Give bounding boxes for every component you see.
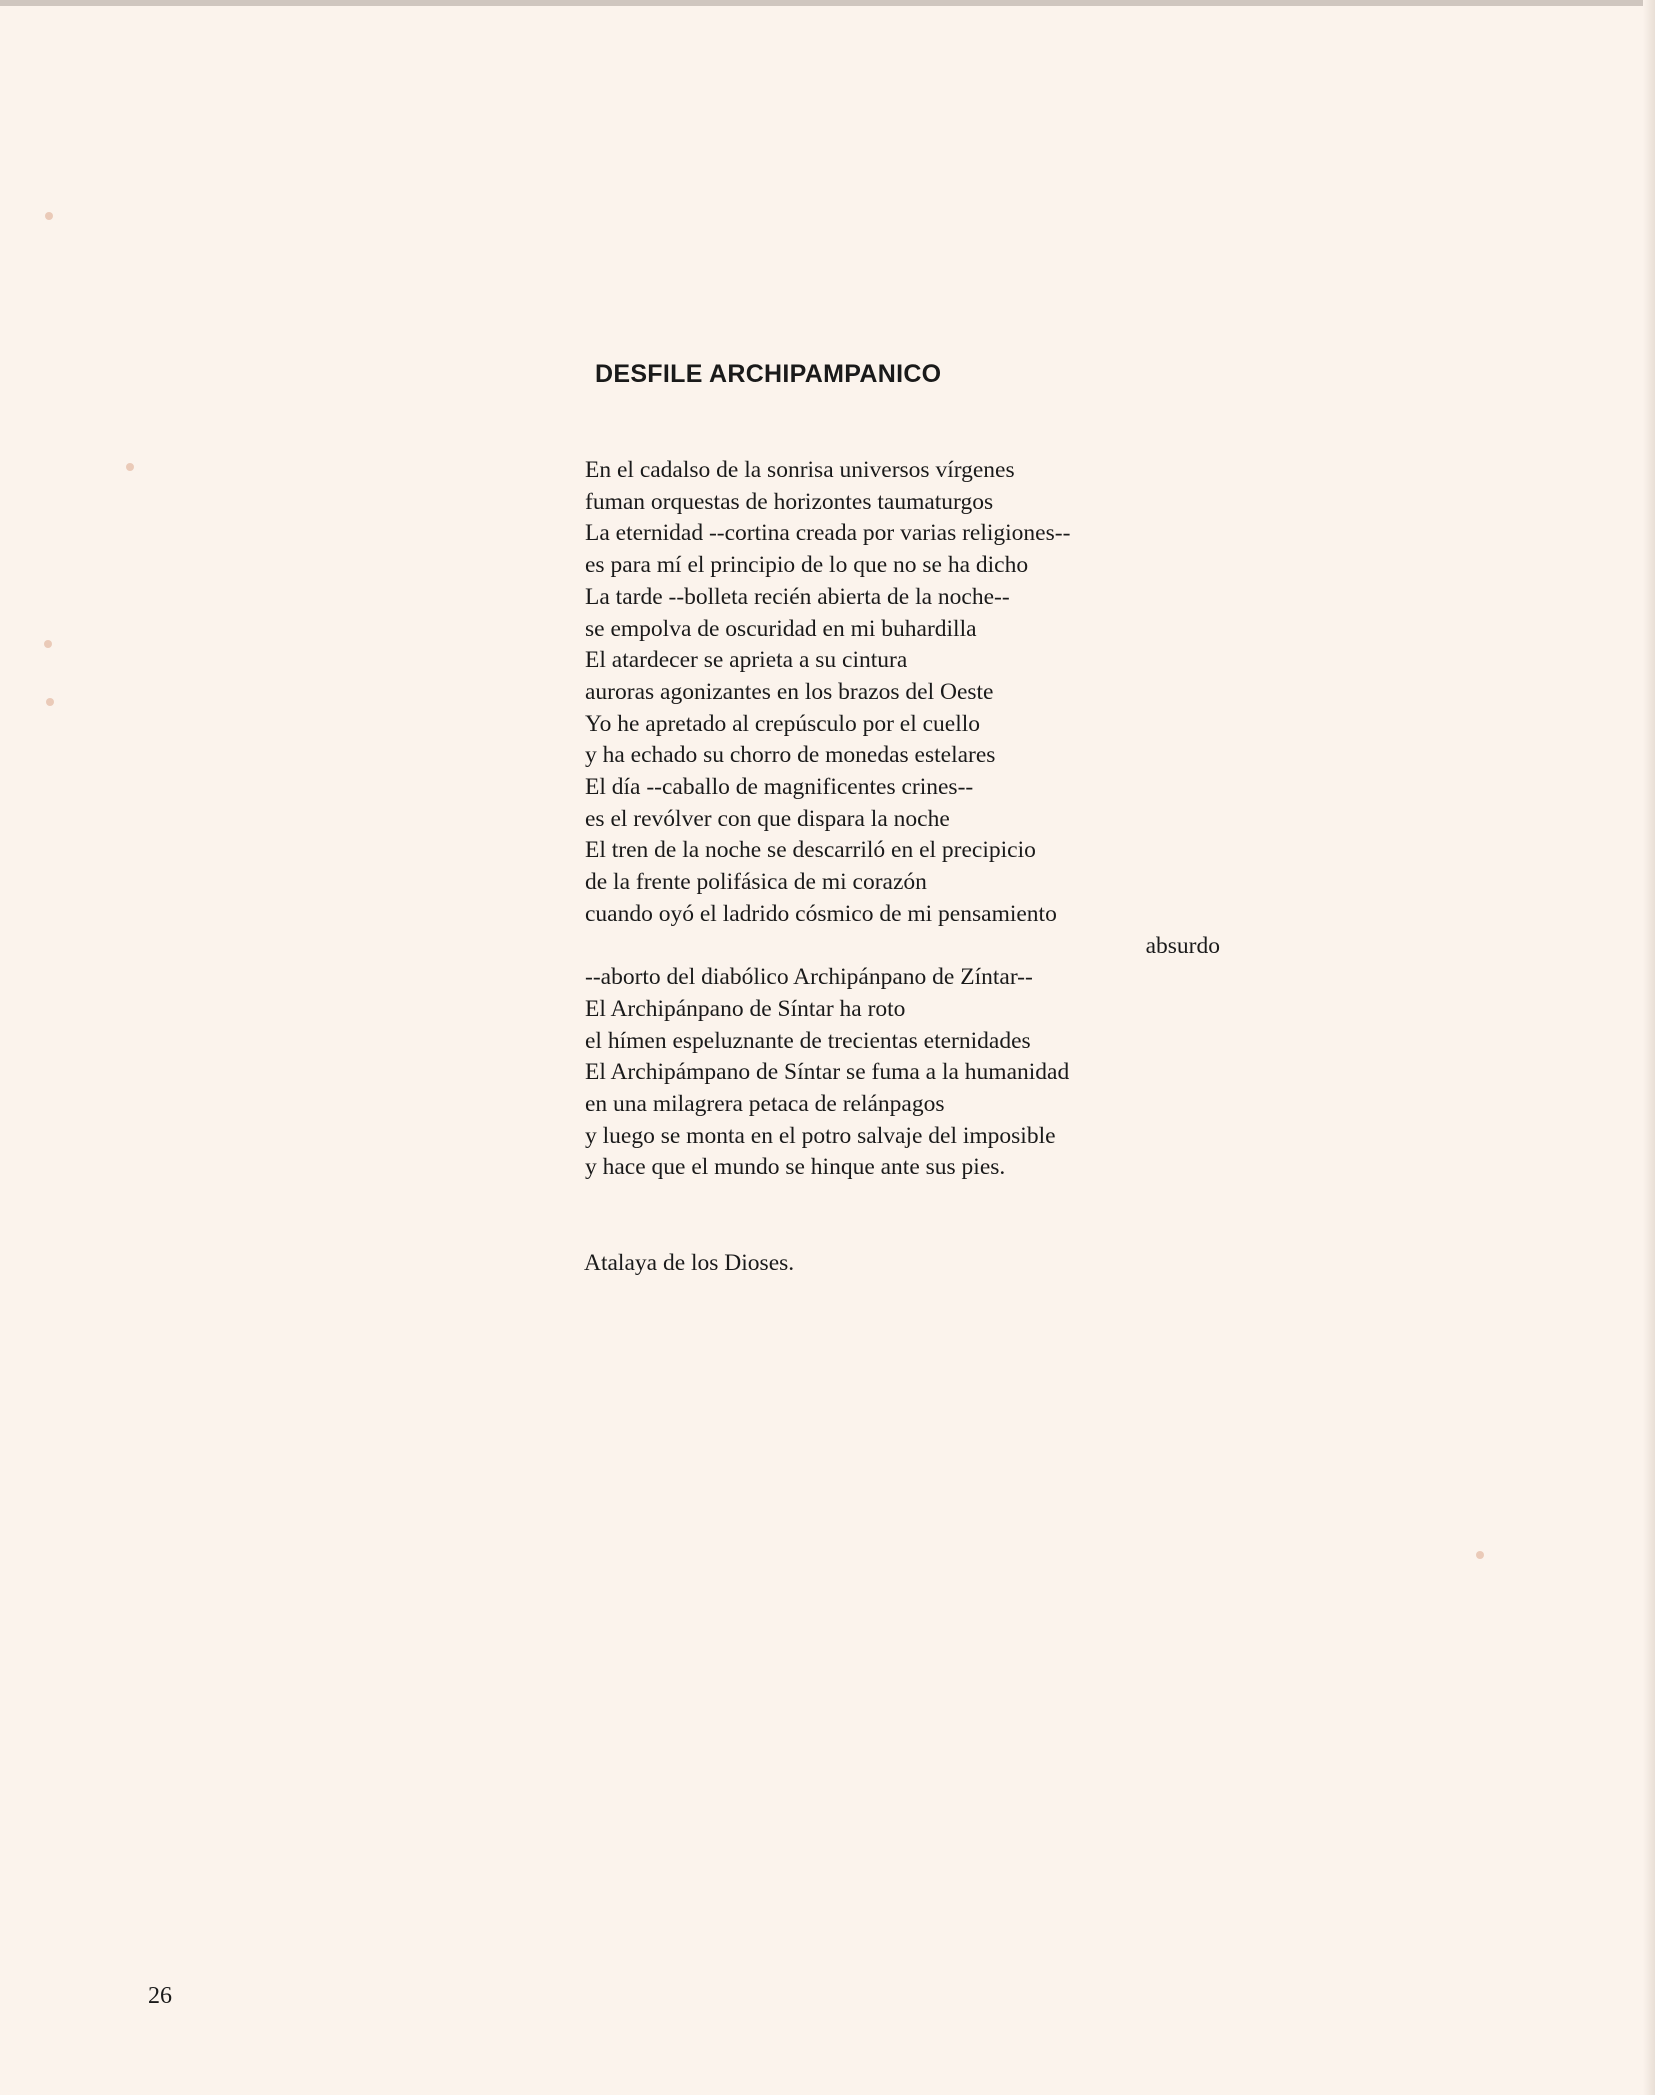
paper-speck [1476, 1551, 1484, 1559]
poem-line: Yo he apretado al crepúsculo por el cuello [585, 710, 981, 737]
poem-line: --aborto del diabólico Archipánpano de Zíntar-- [585, 964, 1033, 991]
paper-right-edge [1643, 0, 1655, 2095]
poem-line: El día --caballo de magnificentes crines-- [585, 774, 974, 801]
poem-line: es para mí el principio de lo que no se ha dicho [585, 552, 1029, 579]
poem-line: El atardecer se aprieta a su cintura [585, 647, 908, 674]
poem-line: el hímen espeluznante de trecientas eternidades [585, 1027, 1031, 1054]
poem-line: y luego se monta en el potro salvaje del imposible [585, 1122, 1056, 1149]
poem-line: El tren de la noche se descarriló en el precipicio [585, 837, 1036, 864]
poem-body [585, 455, 1220, 1184]
paper-speck [46, 698, 54, 706]
poem-line: fuman orquestas de horizontes taumaturgos [585, 488, 994, 515]
poem-line: cuando oyó el ladrido cósmico de mi pensamiento [585, 900, 1057, 927]
poem-line: y hace que el mundo se hinque ante sus pies. [585, 1154, 1006, 1181]
poem-line: La tarde --bolleta recién abierta de la noche-- [585, 583, 1010, 610]
poem-signature: Atalaya de los Dioses. [584, 1250, 795, 1276]
poem-line: auroras agonizantes en los brazos del Oeste [585, 678, 994, 705]
poem-title: DESFILE ARCHIPAMPANICO [595, 360, 942, 388]
poem-line: El Archipámpano de Síntar se fuma a la humanidad [585, 1059, 1070, 1086]
poem-line: El Archipánpano de Síntar ha roto [585, 995, 906, 1022]
paper-top-edge [0, 0, 1655, 6]
paper-speck [126, 463, 134, 471]
paper-speck [45, 212, 53, 220]
paper-speck [44, 640, 52, 648]
poem-line: es el revólver con que dispara la noche [585, 805, 950, 832]
poem-line: en una milagrera petaca de relánpagos [585, 1091, 945, 1118]
poem-line: La eternidad --cortina creada por varias religiones-- [585, 520, 1071, 547]
poem-line-continuation: absurdo [1145, 932, 1220, 959]
poem-line: de la frente polifásica de mi corazón [585, 869, 927, 896]
poem-line: y ha echado su chorro de monedas estelares [585, 742, 996, 769]
poem-line: En el cadalso de la sonrisa universos vírgenes [585, 457, 1015, 483]
page-number: 26 [148, 1983, 172, 2009]
poem-line: se empolva de oscuridad en mi buhardilla [585, 615, 977, 642]
